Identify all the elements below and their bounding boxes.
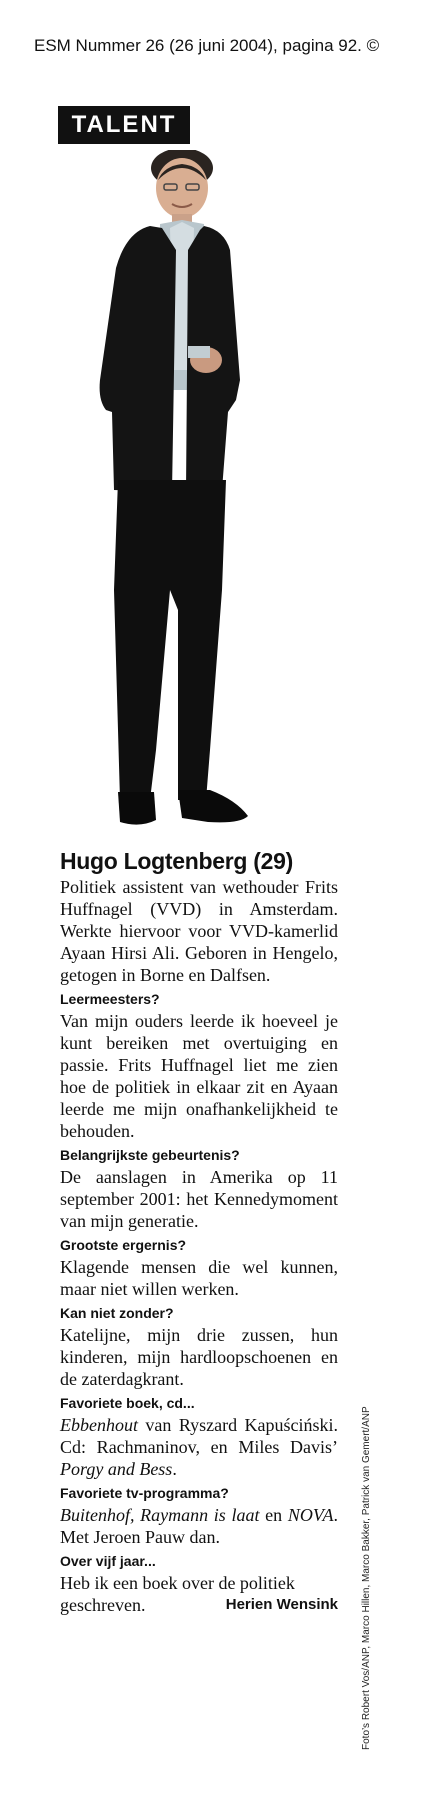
answer-7-end: geschreven. (60, 1595, 146, 1615)
answer-5-text: van Ryszard Kapuściński. Cd: Rachmaninov, en Miles Davis’ (60, 1415, 338, 1457)
jacket (100, 226, 176, 492)
article (60, 846, 338, 1616)
tv-titles: Buitenhof, Raymann is laat (60, 1505, 260, 1525)
answer-6-text: en (259, 1505, 288, 1525)
question-5: Favoriete boek, cd... (60, 1395, 195, 1411)
photo-credit: Foto’s Robert Vos/ANP, Marco Hillen, Marco Bakker, Patrick van Gemert/ANP (361, 1406, 372, 1750)
tv-title-nova: NOVA (287, 1505, 334, 1525)
answer-7-last-line (60, 1594, 338, 1616)
question-3: Grootste ergernis? (60, 1237, 187, 1253)
author-byline: Herien Wensink (225, 1596, 338, 1613)
answer-5-end: . (172, 1459, 177, 1479)
answer-6-end: . Met Jeroen Pauw dan. (60, 1505, 338, 1547)
answer-3: Klagende mensen die wel kunnen, maar niet willen werken. (60, 1257, 338, 1299)
intro-text: Politiek assistent van wethouder Frits Huffnagel (VVD) in Amsterdam. Werkte hiervoor voor VVD-kamerlid Ayaan Hirsi Ali. Geboren in Hengelo, getogen in Borne en Dalfsen. (60, 877, 338, 985)
question-4: Kan niet zonder? (60, 1305, 174, 1321)
question-7: Over vijf jaar... (60, 1553, 156, 1569)
album-title: Porgy and Bess (60, 1459, 173, 1479)
book-title: Ebbenhout (60, 1415, 138, 1435)
answer-7: Heb ik een boek over de politiek (60, 1573, 295, 1593)
shoe-right (178, 790, 248, 822)
citation-header: ESM Nummer 26 (26 juni 2004), pagina 92. © (34, 36, 380, 55)
section-badge: TALENT (58, 106, 190, 144)
answer-4: Katelijne, mijn drie zussen, hun kinderen, mijn hardloopschoenen en de zaterdagkrant. (60, 1325, 338, 1389)
portrait-photo (90, 150, 290, 840)
answer-1: Van mijn ouders leerde ik hoeveel je kunt bereiken met overtuiging en passie. Frits Huffnagel liet me zien hoe de politiek in elkaar zit en Ayaan leerde me mijn onafhankelijkheid te behouden. (60, 1011, 338, 1141)
trousers (114, 480, 226, 800)
answer-5 (60, 1414, 338, 1480)
question-1: Leermeesters? (60, 991, 160, 1007)
question-6: Favoriete tv-programma? (60, 1485, 229, 1501)
question-2: Belangrijkste gebeurtenis? (60, 1147, 240, 1163)
answer-2: De aanslagen in Amerika op 11 september 2001: het Kennedymoment van mijn generatie. (60, 1167, 338, 1231)
person-name: Hugo Logtenberg (29) (60, 848, 293, 874)
shoe-left (118, 792, 156, 825)
answer-6 (60, 1504, 338, 1548)
